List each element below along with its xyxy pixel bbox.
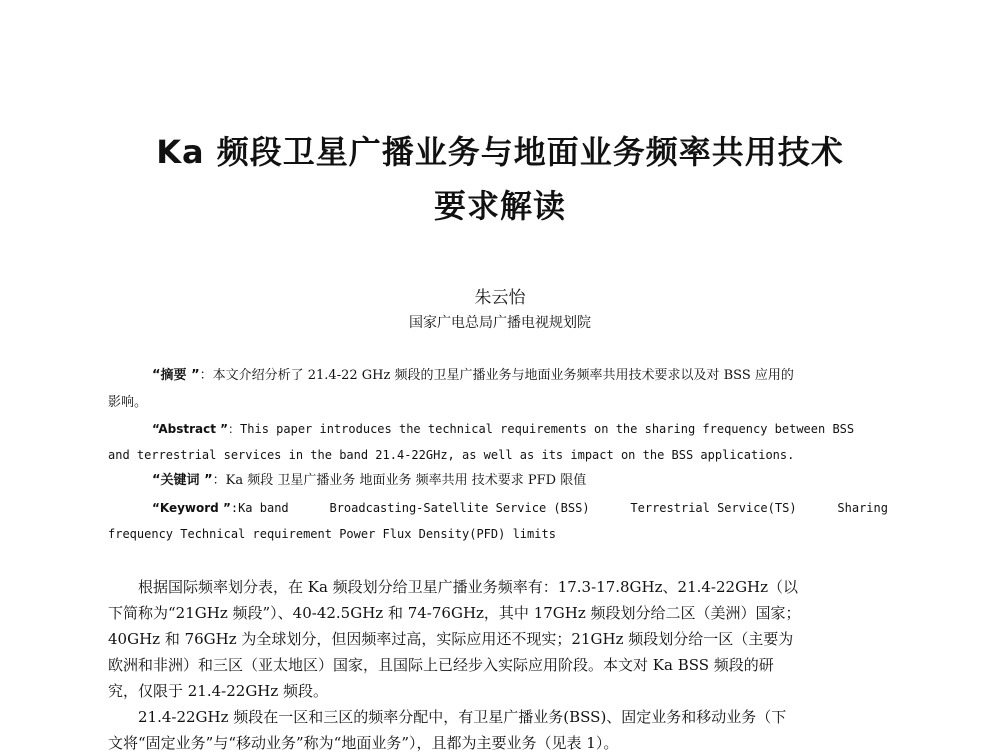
body-line: 根据国际频率划分表，在 Ka 频段划分给卫星广播业务频率有：17.3-17.8GHz、21.4-22GHz（以 [108, 578, 799, 596]
body-line: 21.4-22GHz 频段在一区和三区的频率分配中，有卫星广播业务(BSS)、固定业务和移动业务（下 [108, 708, 787, 726]
abstract-cn-label: “摘要 ” [152, 368, 200, 383]
abstract-en-line-1 [108, 419, 888, 439]
author-name: 朱云怡 [474, 288, 526, 308]
abstract-en-text-1: ：This paper introduces the technical requirements on the sharing frequency between BSS [228, 422, 855, 436]
body-line: 文将“固定业务”与“移动业务”称为“地面业务”），且都为主要业务（见表 1）。 [108, 734, 619, 752]
keywords-en-line-1 [108, 498, 888, 518]
keywords-en-label: “Keyword ” [152, 501, 231, 515]
keywords-cn-label: “关键词 ” [152, 473, 213, 488]
keywords-en-first [152, 498, 289, 518]
author-affiliation: 国家广电总局广播电视规划院 [409, 315, 591, 331]
abstract-cn-line-1 [108, 366, 888, 386]
keywords-cn-line [108, 471, 888, 491]
abstract-en-line-2: and terrestrial services in the band 21.4-22GHz, as well as its impact on the BSS applications. [108, 448, 795, 462]
paper-title-line-2: 要求解读 [433, 187, 566, 225]
abstract-cn-text-1: ：本文介绍分析了 21.4-22 GHz 频段的卫星广播业务与地面业务频率共用技术要求以及对 BSS 应用的 [199, 368, 794, 383]
keywords-en-item: Sharing [837, 501, 888, 515]
body-line: 欧洲和非洲）和三区（亚太地区）国家，且国际上已经步入实际应用阶段。本文对 Ka BSS 频段的研 [108, 656, 774, 674]
keywords-cn-text: ：Ka 频段 卫星广播业务 地面业务 频率共用 技术要求 PFD 限值 [212, 473, 587, 488]
keywords-en-item: Terrestrial Service(TS) [630, 501, 797, 515]
body-line: 究，仅限于 21.4-22GHz 频段。 [108, 682, 329, 700]
body-line: 下简称为“21GHz 频段”）、40-42.5GHz 和 74-76GHz，其中 17GHz 频段划分给二区（美洲）国家； [108, 604, 801, 622]
paper-title-line-1: Ka 频段卫星广播业务与地面业务频率共用技术 [156, 133, 844, 171]
body-line: 40GHz 和 76GHz 为全球划分，但因频率过高，实际应用还不现实；21GHz 频段划分给一区（主要为 [108, 630, 794, 648]
keywords-en-item: Broadcasting-Satellite Service (BSS) [329, 501, 590, 515]
keywords-en-item: :Ka band [230, 501, 289, 515]
abstract-cn-line-2: 影响。 [108, 395, 148, 410]
keywords-en-line-2: frequency Technical requirement Power Flux Density(PFD) limits [108, 527, 556, 541]
abstract-en-label: “Abstract ” [152, 422, 229, 436]
